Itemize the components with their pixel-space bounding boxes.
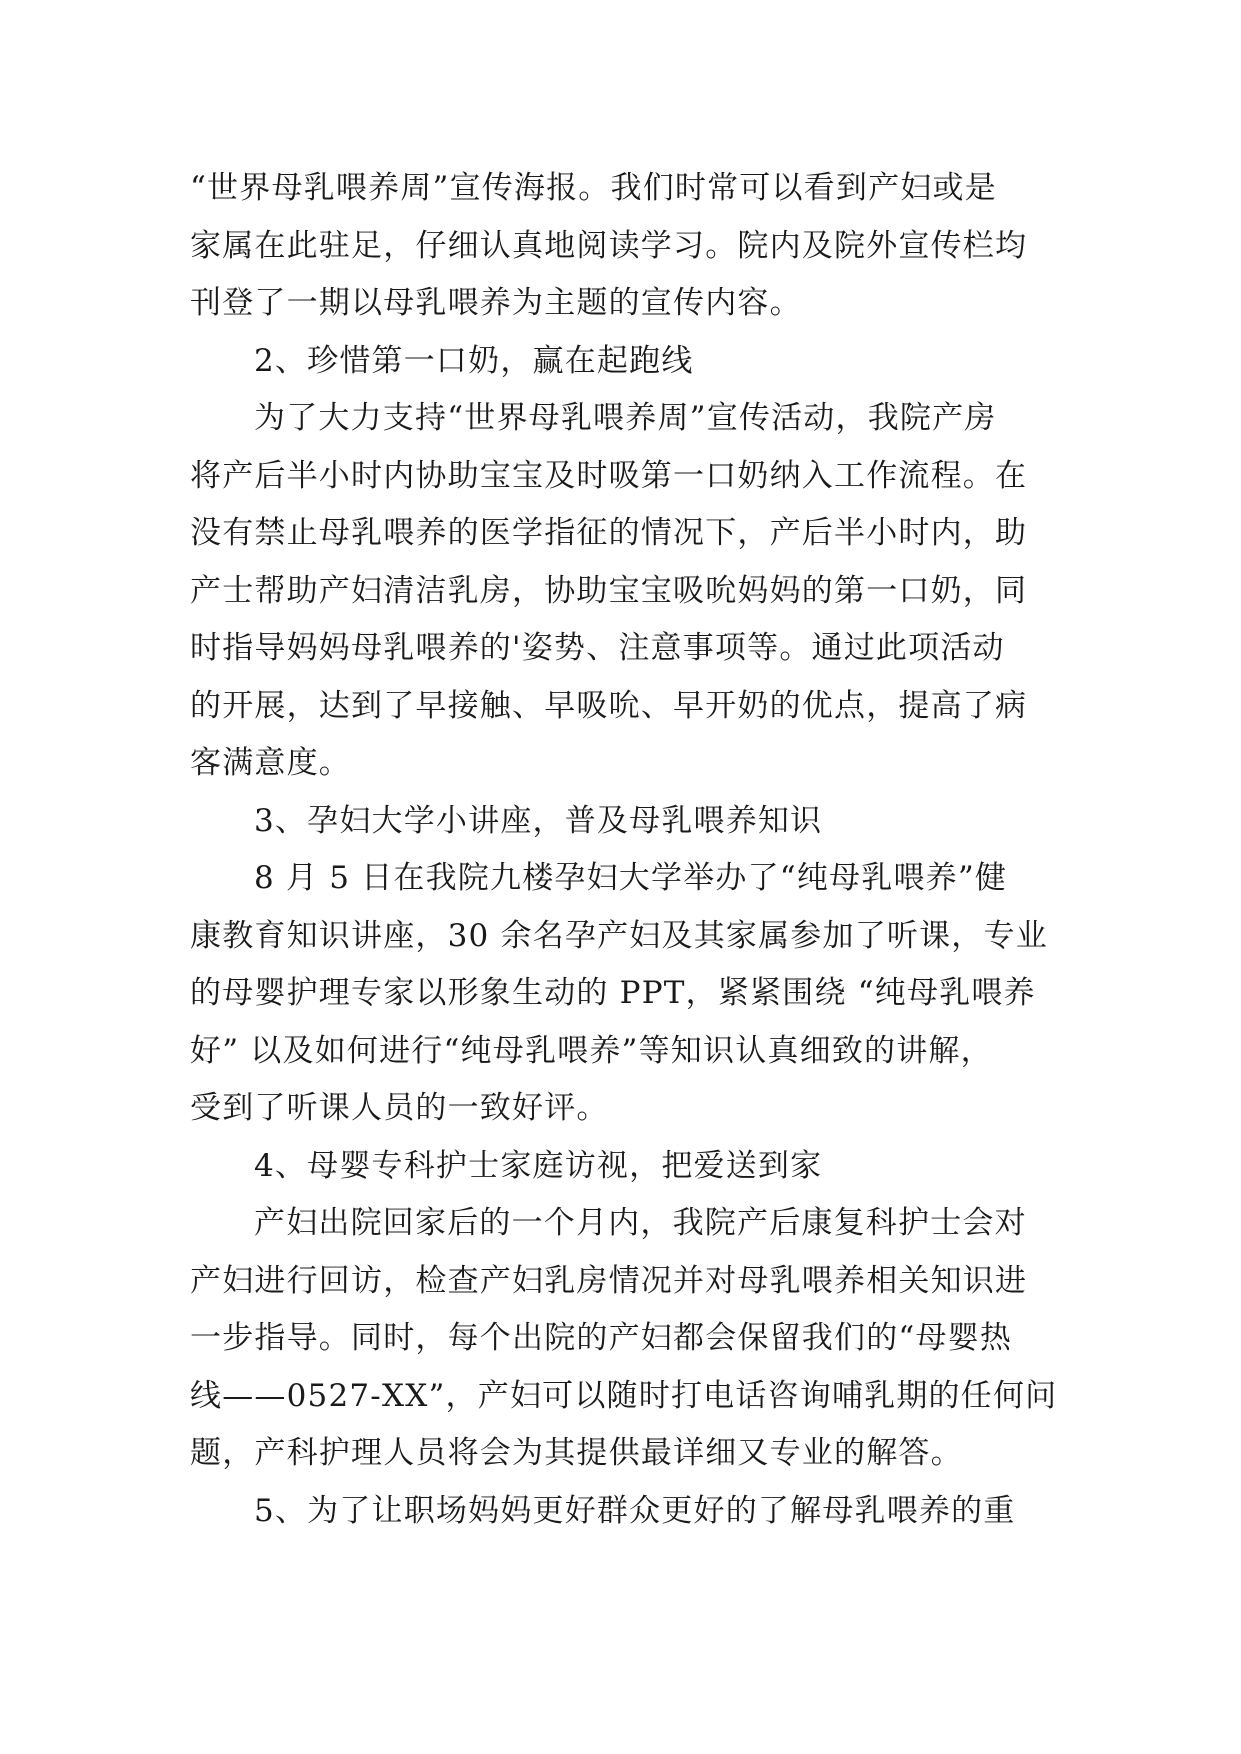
text-line-6: 将产后半小时内协助宝宝及时吸第一口奶纳入工作流程。在 — [190, 457, 1028, 494]
text-line-23: 题，产科护理人员将会为其提供最详细又专业的解答。 — [190, 1435, 963, 1471]
text-line-3: 刊登了一期以母乳喂养为主题的宣传内容。 — [190, 285, 802, 321]
text-line-20: 产妇进行回访，检查产妇乳房情况并对母乳喂养相关知识进 — [190, 1262, 1028, 1299]
text-line-2: 家属在此驻足，仔细认真地阅读学习。院内及院外宣传栏均 — [190, 227, 1028, 264]
text-line-1: “世界母乳喂养周”宣传海报。我们时常可以看到产妇或是 — [190, 170, 997, 206]
section-heading-3: 3、孕妇大学小讲座，普及母乳喂养知识 — [254, 802, 823, 839]
section-heading-5: 5、为了让职场妈妈更好群众更好的了解母乳喂养的重 — [254, 1492, 1016, 1529]
section-heading-4: 4、母婴专科护士家庭访视，把爱送到家 — [254, 1147, 823, 1184]
document-body — [190, 160, 1058, 1540]
text-line-8: 产士帮助产妇清洁乳房，协助宝宝吸吮妈妈的第一口奶，同 — [190, 572, 1028, 609]
text-line-13: 8 月 5 日在我院九楼孕妇大学举办了“纯母乳喂养”健 — [254, 860, 1008, 896]
text-line-15: 的母婴护理专家以形象生动的 PPT，紧紧围绕 “纯母乳喂养 — [190, 975, 1036, 1011]
text-line-5: 为了大力支持“世界母乳喂养周”宣传活动，我院产房 — [254, 400, 997, 436]
text-line-7: 没有禁止母乳喂养的医学指征的情况下，产后半小时内，助 — [190, 515, 1028, 551]
text-line-17: 受到了听课人员的一致好评。 — [190, 1090, 609, 1126]
text-line-14: 康教育知识讲座，30 余名孕产妇及其家属参加了听课，专业 — [190, 917, 1048, 954]
text-line-19: 产妇出院回家后的一个月内，我院产后康复科护士会对 — [254, 1205, 1027, 1241]
text-line-16: 好” 以及如何进行“纯母乳喂养”等知识认真细致的讲解， — [190, 1032, 993, 1069]
text-line-22: 线——0527-XX”，产妇可以随时打电话咨询哺乳期的任何问 — [190, 1377, 1058, 1414]
text-line-9: 时指导妈妈母乳喂养的'姿势、注意事项等。通过此项活动 — [190, 630, 1005, 666]
text-line-11: 客满意度。 — [190, 745, 351, 781]
text-line-21: 一步指导。同时，每个出院的产妇都会保留我们的“母婴热 — [190, 1320, 1013, 1356]
text-line-10: 的开展，达到了早接触、早吸吮、早开奶的优点，提高了病 — [190, 687, 1028, 724]
section-heading-2: 2、珍惜第一口奶，赢在起跑线 — [254, 342, 694, 379]
